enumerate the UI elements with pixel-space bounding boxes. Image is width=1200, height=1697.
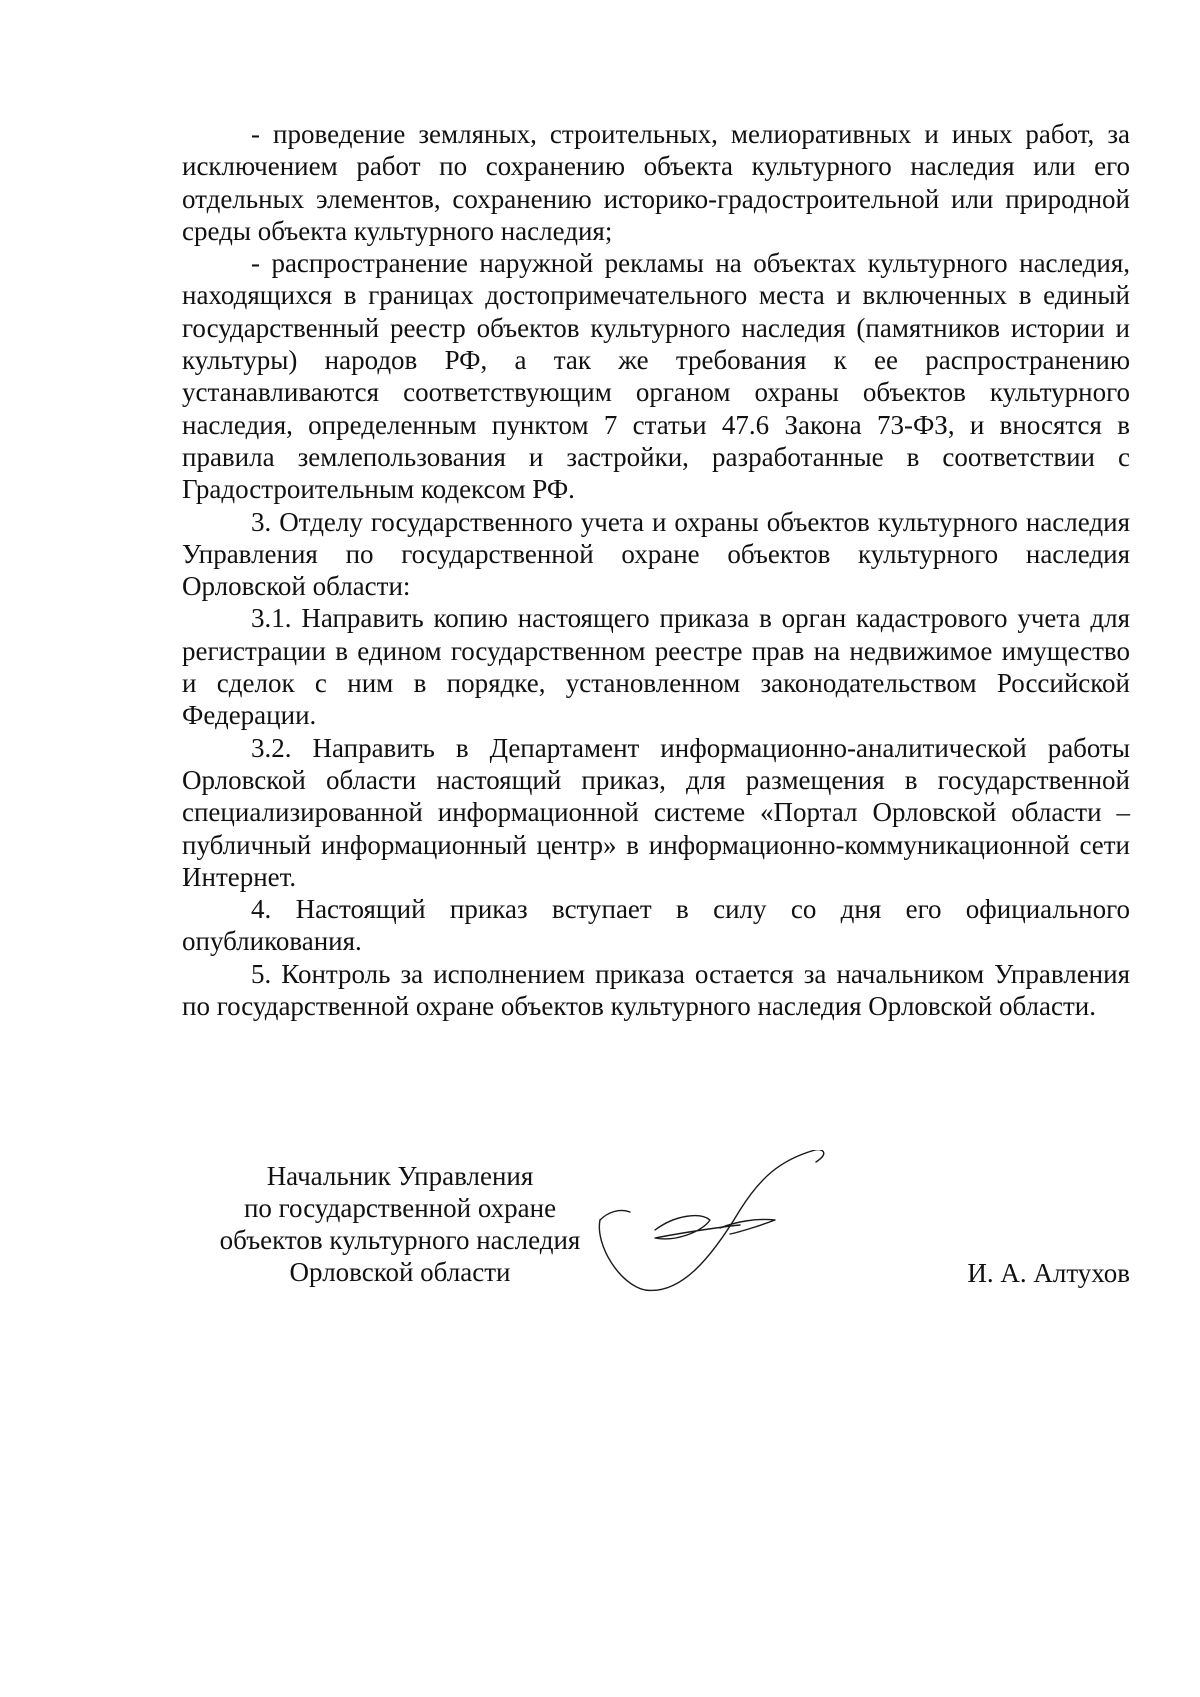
paragraph-earthworks: - проведение земляных, строительных, мелиоративных и иных работ, за исключением работ по сохранению объекта культурного наследия или его отдельных элементов, сохранению историко-градостроительной или природной среды объекта культурного наследия; — [182, 119, 1130, 246]
paragraph-advertising: - распространение наружной рекламы на объектах культурного наследия, находящихся в границах достопримечательного места и включенных в единый государственный реестр объектов культурного наследия (памятников истории и культуры) народов РФ, а так же требования к ее распространению устанавливаются соответствующим органом охраны объектов культурного наследия, определенным пунктом 7 статьи 47.6 Закона 73-ФЗ, и вносятся в правила землепользования и застройки, разработанные в соответствии с Градостроительным кодексом РФ. — [182, 248, 1130, 505]
signatory-title-line: объектов культурного наследия — [219, 1225, 581, 1255]
paragraph-item-3: 3. Отделу государственного учета и охраны объектов культурного наследия Управления по государственной охране объектов культурного наследия Орловской области: — [182, 506, 1130, 602]
paragraph-item-3-1: 3.1. Направить копию настоящего приказа в орган кадастрового учета для регистрации в едином государственном реестре прав на недвижимое имущество и сделок с ним в порядке, установленном законодательством Российской Федерации. — [182, 603, 1130, 731]
paragraph-item-3-2: 3.2. Направить в Департамент информационно-аналитической работы Орловской области настоящий приказ, для размещения в государственной специализированной информационной системе «Портал Орловской области – публичный информационный центр» в информационно-коммуникационной сети Интернет. — [182, 732, 1130, 892]
signatory-title-line: по государственной охране — [243, 1193, 557, 1223]
signatory-title-line: Начальник Управления — [266, 1161, 534, 1191]
document-body — [182, 118, 1130, 1022]
paragraph-item-4: 4. Настоящий приказ вступает в силу со дня его официального опубликования. — [182, 894, 1130, 957]
signer-name: И. А. Алтухов — [967, 1258, 1130, 1288]
signatory-title-line: Орловской области — [289, 1257, 511, 1287]
paragraph-item-5: 5. Контроль за исполнением приказа остается за начальником Управления по государственной охране объектов культурного наследия Орловской области. — [182, 958, 1130, 1022]
handwritten-signature — [590, 1150, 860, 1310]
signatory-title — [200, 1160, 600, 1288]
